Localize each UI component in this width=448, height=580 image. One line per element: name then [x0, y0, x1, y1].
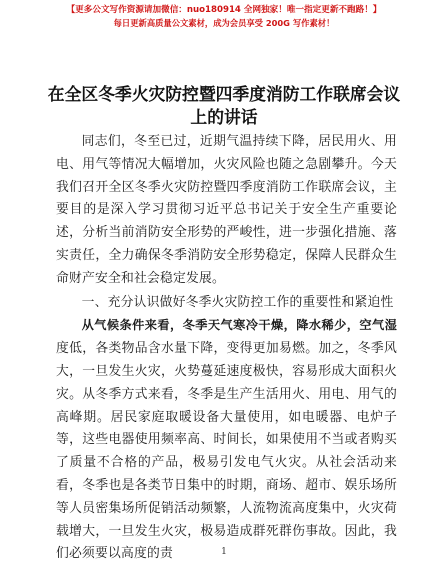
paragraph-body: 度低，各类物品含水量下降，变得更加易燃。加之，冬季风大，一旦发生火灾，火势蔓延速度极快，容易形成大面积火灾。从冬季方式来看，冬季是生产生活用火、用电、用气的高峰期。居民家庭取暖设备大量使用，如电暖器、电炉子等，这些电器使用频率高、时间长，如果使用不当或者购买了质量不合格的产品，极易引发电气火灾。从社会活动来看，冬季也是各类节日集中的时期，商场、超市、娱乐场所等人员密集场所促销活动频繁，人流物流高度集中，火灾荷载增大，一旦发生火灾，极易造成群死群伤事故。因此，我们必须要以高度的责	[56, 341, 397, 562]
intro-paragraph: 同志们，冬至已过，近期气温持续下降，居民用火、用电、用气等情况大幅增加，火灾风险也随之急剧攀升。今天我们召开全区冬季火灾防控暨四季度消防工作联席会议，主要目的是深入学习贯彻习近平总书记关于安全生产重要论述，分析当前消防安全形势的严峻性，进一步强化措施、落实责任，全力确保冬季消防安全形势稳定，保障人民群众生命财产安全和社会稳定发展。	[56, 134, 397, 286]
document-body	[56, 131, 397, 566]
paragraph-lead-bold: 从气候条件来看，冬季天气寒冷干燥，降水稀少，空气湿	[81, 318, 397, 333]
page-number: 1	[221, 547, 227, 557]
section-heading: 一、充分认识做好冬季火灾防控工作的重要性和紧迫性	[81, 294, 394, 310]
climate-paragraph	[56, 314, 397, 566]
promo-banner	[0, 4, 448, 30]
promo-banner-line-1: 【更多公文写作资源请加微信：nuo180914 全网独家！唯一指定更新不跑路！】	[66, 5, 382, 15]
promo-banner-line-2: 每日更新高质量公文素材，成为会员享受 200G 写作素材！	[113, 18, 335, 28]
document-title: 在全区冬季火灾防控暨四季度消防工作联席会议上的讲话	[47, 84, 401, 127]
